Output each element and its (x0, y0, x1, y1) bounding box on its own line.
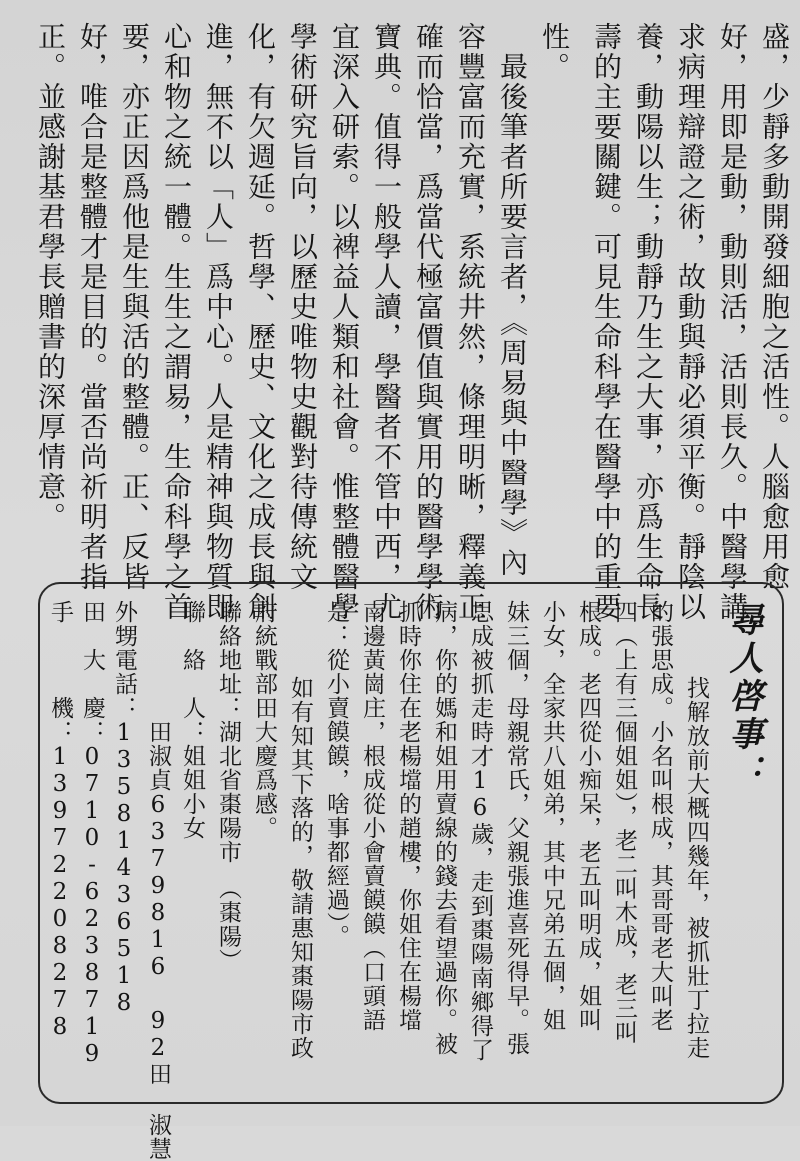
essay-column: 宜深入研索。以裨益人類和社會。惟整體醫學 (328, 22, 361, 622)
essay-column: 心和物之統一體。生生之謂易，生命科學之首 (160, 22, 193, 622)
essay-column: 容豐富而充實，系統井然，條理明晰，釋義正 (454, 22, 487, 622)
notice-column: 四（上有三個姐姐），老二叫木成，老三叫 (611, 600, 637, 1045)
essay-column: 確而恰當，爲當代極富價值與實用的醫學學術 (412, 22, 445, 622)
essay-column: 進，無不以「人」爲中心。人是精神與物質即 (202, 22, 235, 622)
notice-column: 如有知其下落的，敬請惠知棗陽市政 (287, 652, 313, 1060)
notice-column: 田淑貞6379816 92田 淑慧 (145, 600, 171, 1161)
notice-column: 外甥電話：13581436518 (111, 600, 137, 1017)
notice-column: 妹三個，母親常氏，父親張進喜死得早。張 (503, 600, 529, 1056)
notice-column: 根成。老四從小痴呆，老五叫明成，姐叫 (575, 600, 601, 1032)
essay-column: 求病理辯證之術，故動與靜必須平衡。靜陰以 (674, 22, 707, 622)
essay-column: 正。並感謝基君學長贈書的深厚情意。 (34, 22, 67, 532)
essay-column: 壽的主要關鍵。可見生命科學在醫學中的重要 (590, 22, 623, 622)
notice-column: 找解放前大概四幾年，被抓壯丁拉走 (683, 652, 709, 1060)
notice-column: 聯 絡 人：姐姐小女 (179, 600, 205, 840)
essay-column: 好，唯合是整體才是目的。當否尚祈明者指 (76, 22, 109, 592)
notice-column: 抓時你住在老楊壋的趙樓，你姐住在楊壋 (395, 600, 421, 1032)
notice-column: 是：從小賣饃饃，啥事都經過）。 (323, 600, 349, 949)
notice-column: 田 大 慶：0710-6238719 (79, 600, 105, 1068)
essay-column: 化，有欠週延。哲學、歷史、文化之成長與創 (244, 22, 277, 622)
essay-column: 學術研究旨向，以歷史唯物史觀對待傳統文 (286, 22, 319, 592)
essay-column: 好，用即是動，動則活，活則長久。中醫學講 (716, 22, 749, 622)
essay-column: 盛，少靜多動開發細胞之活性。人腦愈用愈 (758, 22, 791, 592)
notice-column: 府統戰部田大慶爲感。 (251, 600, 277, 840)
essay-column: 要，亦正因爲他是生與活的整體。正、反皆 (118, 22, 151, 592)
notice-column: 思成被抓走時才16歲，走到棗陽南鄉得了 (467, 600, 493, 1062)
notice-column: 手 機：13972208278 (47, 600, 73, 1041)
notice-title: 尋人啓事： (723, 602, 763, 792)
notice-column: 的張思成。小名叫根成，其哥哥老大叫老 (647, 600, 673, 1032)
notice-column: 南邊黃崗庄，根成從小會賣饃饃（口頭語 (359, 600, 385, 1032)
essay-column: 養，動陽以生；動靜乃生之大事，亦爲生命長 (632, 22, 665, 622)
essay-column: 寶典。值得一般學人讀，學醫者不管中西，尤 (370, 22, 403, 622)
essay-column: 性。 (538, 22, 571, 82)
essay-column: 最後筆者所要言者，《周易與中醫學》內 (496, 22, 529, 578)
notice-column: 病，你的媽和姐用賣線的錢去看望過你。被 (431, 600, 457, 1056)
notice-column: 聯絡地址：湖北省棗陽市 （棗陽） (215, 600, 241, 973)
notice-column: 小女，全家共八姐弟，其中兄弟五個，姐 (539, 600, 565, 1032)
